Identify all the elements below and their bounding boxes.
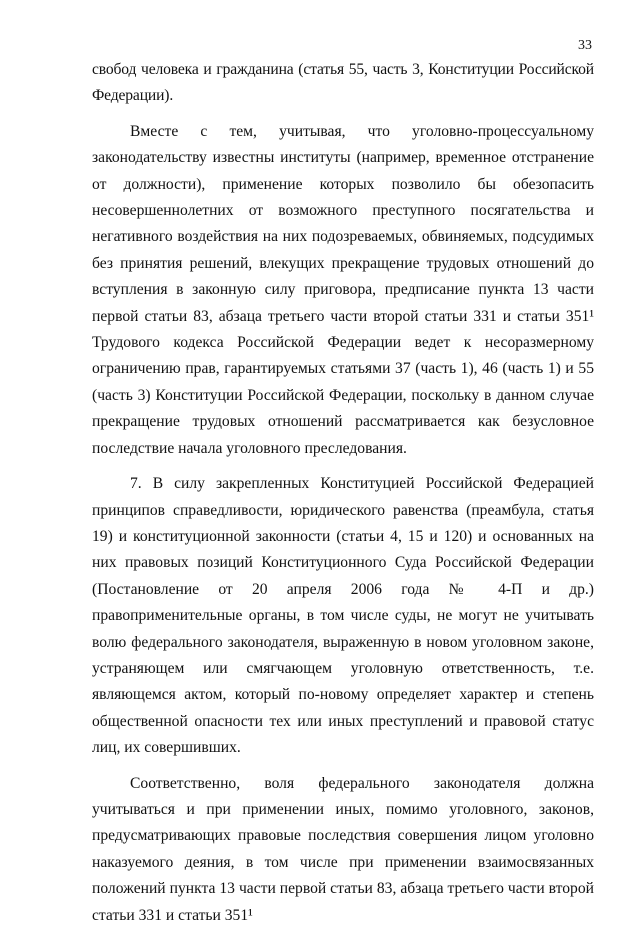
paragraph-continuation: свобод человека и гражданина (статья 55, часть 3, Конституции Российской Федерации). [92, 61, 594, 105]
paragraph-item-7: 7. В силу закрепленных Конституцией Российской Федерацией принципов справедливости, юридического равенства (преамбула, статья 19) и конституционной законности (статьи 4, 15 и 120) и основанных на них правовых позиций Конституционного Суда Российской Федерации (Постановление от 20 апреля 2006 года № 4-П и др.) правоприменительные органы, в том числе суды, не могут не учитывать волю федерального законодателя, выраженную в новом уголовном законе, устраняющем или смягчающем уголовную ответственность, т.е. являющемся актом, который по-новому определяет характер и степень общественной опасности тех или иных преступлений и правовой статус лиц, их совершивших. [92, 475, 594, 757]
page-number: 33 [578, 38, 592, 53]
paragraph-institutions: Вместе с тем, учитывая, что уголовно-процессуальному законодательству известны институты (например, временное отстранение от должности), применение которых позволило бы обезопасить несовершеннолетних от возможного преступного посягательства и негативного воздействия на них подозреваемых, обвиняемых, подсудимых без принятия решений, влекущих прекращение трудовых отношений до вступления в законную силу приговора, предписание пункта 13 части первой статьи 83, абзаца третьего части второй статьи 331 и статьи 351¹ Трудового кодекса Российской Федерации ведет к несоразмерному ограничению прав, гарантируемых статьями 37 (часть 1), 46 (часть 1) и 55 (часть 3) Конституции Российской Федерации, поскольку в данном случае прекращение трудовых отношений рассматривается как безусловное последствие начала уголовного преследования. [92, 122, 594, 457]
paragraph-legislator-will: Соответственно, воля федерального законодателя должна учитываться и при применении иных, помимо уголовного, законов, предусматривающих правовые последствия совершения лицом уголовно наказуемого деяния, в том числе при применении взаимосвязанных положений пункта 13 части первой статьи 83, абзаца третьего части второй статьи 331 и статьи 351¹ [92, 774, 594, 924]
body-text [92, 57, 594, 929]
